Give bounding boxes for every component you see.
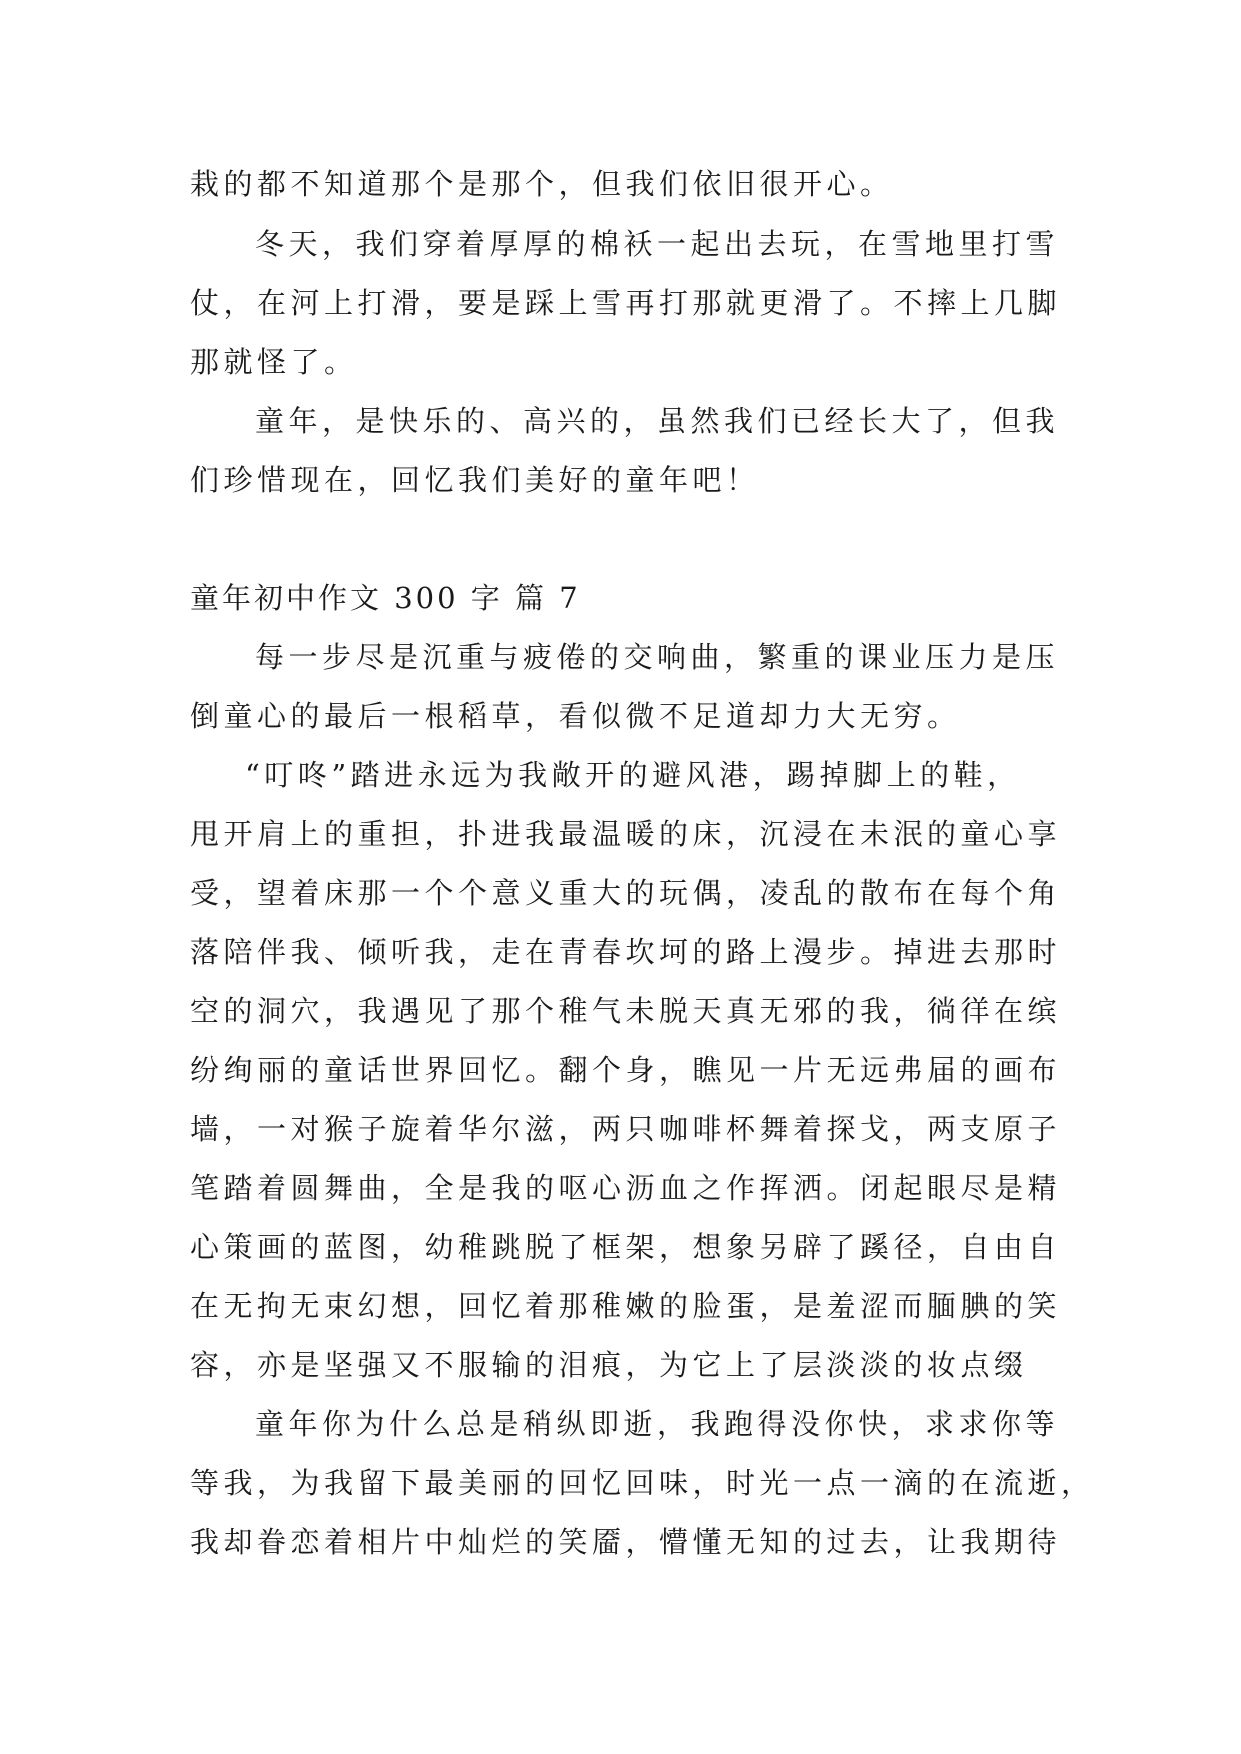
text-line: 每一步尽是沉重与疲倦的交响曲，繁重的课业压力是压 [255,640,1060,674]
text-line: 栽的都不知道那个是那个，但我们依旧很开心。 [190,167,894,201]
section-heading: 童年初中作文 300 字 篇 7 [190,581,581,615]
text-line: 童年你为什么总是稍纵即逝，我跑得没你快，求求你等 [255,1407,1060,1441]
text-line: 容，亦是坚强又不服输的泪痕，为它上了层淡淡的妆点缀 [190,1348,1028,1382]
text-line: 纷绚丽的童话世界回忆。翻个身，瞧见一片无远弗届的画布 [190,1053,1062,1087]
text-line: 甩开肩上的重担，扑进我最温暖的床，沉浸在未泯的童心享 [190,817,1062,851]
text-line: 等我，为我留下最美丽的回忆回味，时光一点一滴的在流逝， [190,1466,1095,1500]
text-line: 落陪伴我、倾听我，走在青春坎坷的路上漫步。掉进去那时 [190,935,1062,969]
text-line: “叮咚”踏进永远为我敞开的避风港，踢掉脚上的鞋， [245,758,1021,792]
text-line: 受，望着床那一个个意义重大的玩偶，凌乱的散布在每个角 [190,876,1062,910]
text-line: 那就怪了。 [190,345,358,379]
text-line: 心策画的蓝图，幼稚跳脱了框架，想象另辟了蹊径，自由自 [190,1230,1062,1264]
text-line: 墙，一对猴子旋着华尔滋，两只咖啡杯舞着探戈，两支原子 [190,1112,1062,1146]
text-line: 仗，在河上打滑，要是踩上雪再打那就更滑了。不摔上几脚 [190,286,1062,320]
text-line: 倒童心的最后一根稻草，看似微不足道却力大无穷。 [190,699,961,733]
text-line: 冬天，我们穿着厚厚的棉袄一起出去玩，在雪地里打雪 [255,227,1060,261]
text-line: 们珍惜现在，回忆我们美好的童年吧！ [190,463,760,497]
text-line: 笔踏着圆舞曲，全是我的呕心沥血之作挥洒。闭起眼尽是精 [190,1171,1062,1205]
text-line: 空的洞穴，我遇见了那个稚气未脱天真无邪的我，徜徉在缤 [190,994,1062,1028]
text-line: 我却眷恋着相片中灿烂的笑靥，懵懂无知的过去，让我期待 [190,1525,1062,1559]
text-line: 童年，是快乐的、高兴的，虽然我们已经长大了，但我 [255,404,1060,438]
text-line: 在无拘无束幻想，回忆着那稚嫩的脸蛋，是羞涩而腼腆的笑 [190,1289,1062,1323]
